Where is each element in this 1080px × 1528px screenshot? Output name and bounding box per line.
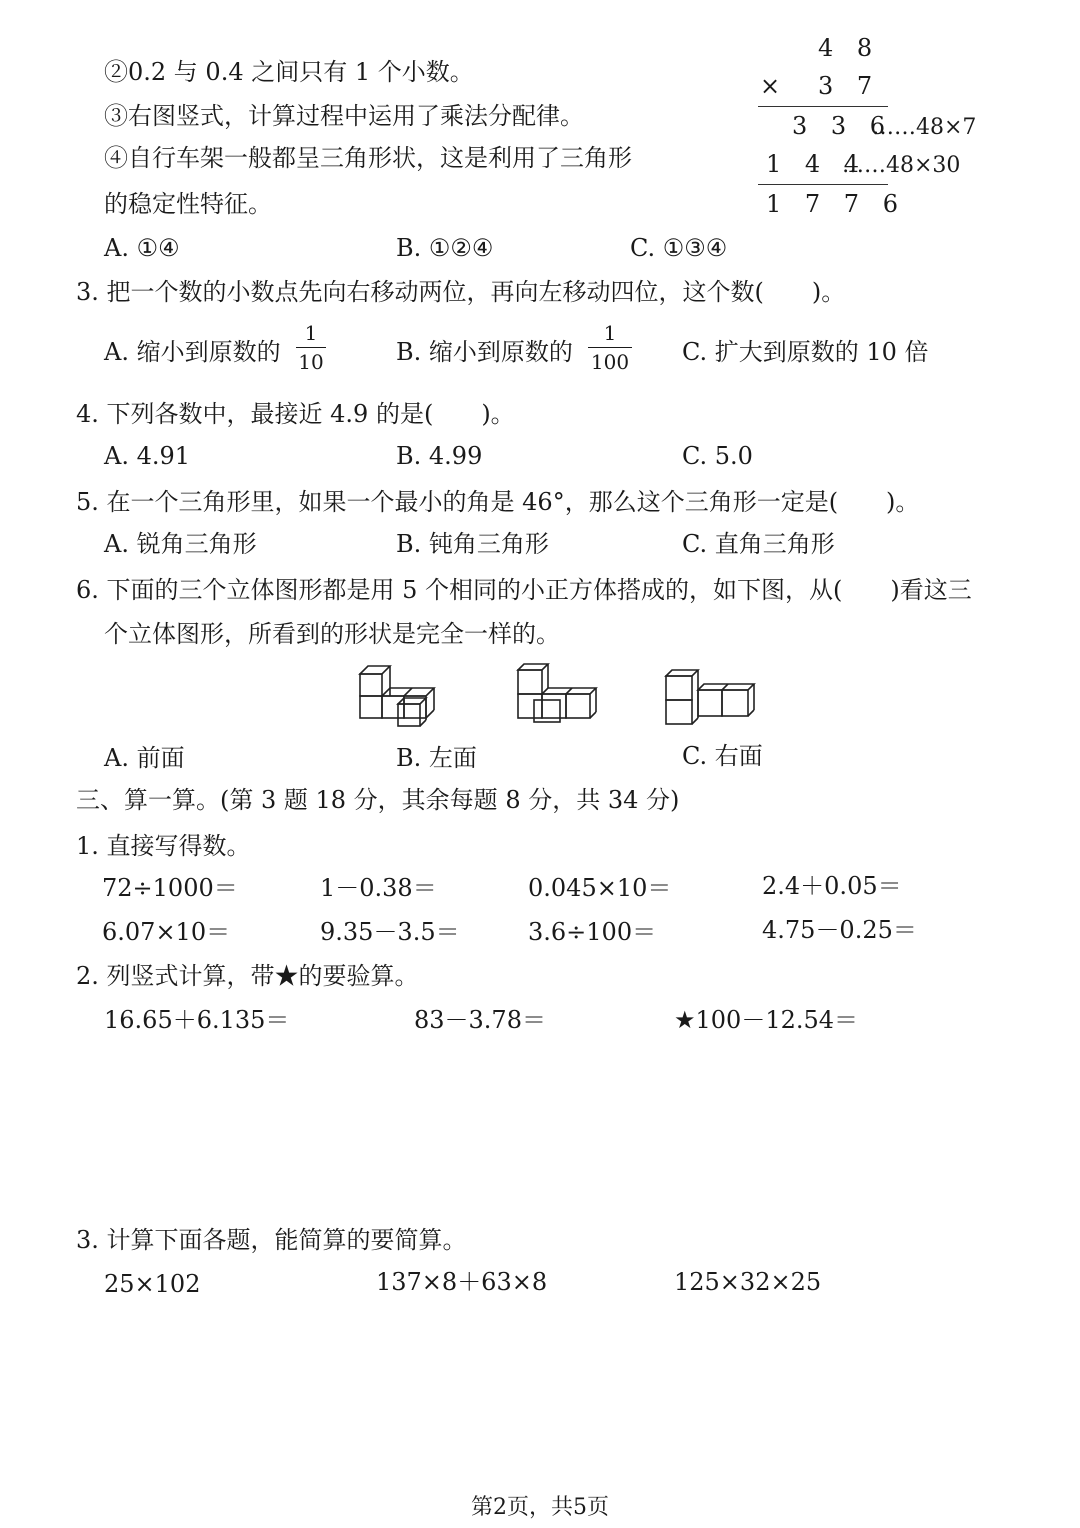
vertical-calc-item: 16.65＋6.135＝ <box>104 1006 290 1034</box>
q2-option-b: B. ①②④ <box>396 234 494 262</box>
partial-product-2: 1 4 4 <box>766 150 868 178</box>
q4-option-c: C. 5.0 <box>682 442 753 470</box>
q6-option-a: A. 前面 <box>104 744 185 772</box>
q5-option-c: C. 直角三角形 <box>682 530 835 558</box>
fraction-one-hundredth <box>588 322 632 373</box>
numerator: 1 <box>304 321 318 345</box>
q6-stem-line2: 个立体图形，所看到的形状是完全一样的。 <box>104 620 560 648</box>
vertical-calc-item: 83－3.78＝ <box>414 1006 546 1034</box>
q2-option-c: C. ①③④ <box>630 234 728 262</box>
page-footer: 第2页，共5页 <box>471 1495 609 1520</box>
q2-option-a: A. ①④ <box>104 234 180 262</box>
q4-option-b: B. 4.99 <box>396 442 483 470</box>
q6-stem-line1: 6. 下面的三个立体图形都是用 5 个相同的小正方体搭成的，如下图，从( )看这三 <box>76 576 972 604</box>
denominator: 10 <box>298 350 324 374</box>
product: 1 7 7 6 <box>766 190 906 218</box>
q3-option-a: A. 缩小到原数的 <box>104 338 281 366</box>
simplify-item: 125×32×25 <box>674 1268 822 1296</box>
q5-option-a: A. 锐角三角形 <box>104 530 257 558</box>
q5-option-b: B. 钝角三角形 <box>396 530 549 558</box>
q3-option-b: B. 缩小到原数的 <box>396 338 573 366</box>
part-1-title: 1. 直接写得数。 <box>76 832 251 860</box>
q4-option-a: A. 4.91 <box>104 442 191 470</box>
calc-item: 72÷1000＝ <box>102 874 238 902</box>
calc-item: 6.07×10＝ <box>102 918 231 946</box>
cube-figure-1 <box>356 660 440 728</box>
multiply-sign: × <box>760 72 789 100</box>
section-3-title: 三、算一算。(第 3 题 18 分，其余每题 8 分，共 34 分) <box>76 786 680 814</box>
fraction-one-tenth <box>296 322 326 373</box>
statement-2: ②0.2 与 0.4 之间只有 1 个小数。 <box>104 58 474 86</box>
q3-stem: 3. 把一个数的小数点先向右移动两位，再向左移动四位，这个数( )。 <box>76 278 846 306</box>
q5-stem: 5. 在一个三角形里，如果一个最小的角是 46°，那么这个三角形一定是( )。 <box>76 488 920 516</box>
q6-option-c: C. 右面 <box>682 742 763 770</box>
calc-item: 1－0.38＝ <box>320 874 437 902</box>
multiplicand: 4 8 <box>818 34 881 62</box>
part-2-title: 2. 列竖式计算，带★的要验算。 <box>76 962 419 990</box>
partial-product-1: 3 3 6 <box>792 112 894 140</box>
cube-figure-3 <box>662 664 758 728</box>
partial-product-2-note: ……48×30 <box>842 153 961 178</box>
calc-item: 4.75－0.25＝ <box>762 916 917 944</box>
statement-4-line2: 的稳定性特征。 <box>104 190 272 218</box>
partial-product-1-note: ……48×7 <box>872 115 977 140</box>
vertical-calc-item: ★100－12.54＝ <box>674 1006 859 1034</box>
calc-item: 9.35－3.5＝ <box>320 918 460 946</box>
numerator: 1 <box>603 321 617 345</box>
q6-option-b: B. 左面 <box>396 744 477 772</box>
q4-stem: 4. 下列各数中，最接近 4.9 的是( )。 <box>76 400 515 428</box>
statement-3: ③右图竖式，计算过程中运用了乘法分配律。 <box>104 102 584 130</box>
statement-4-line1: ④自行车架一般都呈三角形状，这是利用了三角形 <box>104 144 632 172</box>
q3-option-c: C. 扩大到原数的 10 倍 <box>682 338 929 366</box>
part-3-title: 3. 计算下面各题，能简算的要简算。 <box>76 1226 467 1254</box>
simplify-item: 25×102 <box>104 1270 201 1298</box>
calc-item: 3.6÷100＝ <box>528 918 657 946</box>
rule-2 <box>758 184 888 185</box>
calc-item: 0.045×10＝ <box>528 874 672 902</box>
denominator: 100 <box>590 350 630 374</box>
simplify-item: 137×8＋63×8 <box>376 1268 548 1296</box>
cube-figure-2 <box>512 660 602 724</box>
calc-item: 2.4＋0.05＝ <box>762 872 902 900</box>
rule-1 <box>758 106 888 107</box>
multiplier: 3 7 <box>818 72 881 100</box>
